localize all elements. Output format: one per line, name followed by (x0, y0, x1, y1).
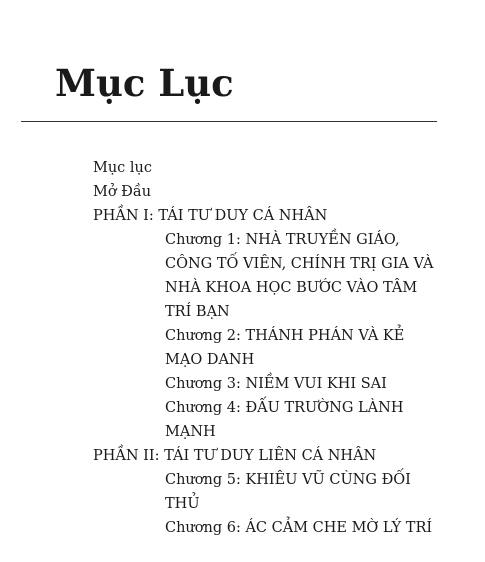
toc-item-phan-1[interactable]: PHẦN I: TÁI TƯ DUY CÁ NHÂN (93, 208, 328, 224)
toc-item-chuong-4[interactable]: Chương 4: ĐẤU TRƯỜNG LÀNH MẠNH (165, 400, 404, 440)
page-title: Mục Lục (55, 61, 234, 105)
toc-item-chuong-3[interactable]: Chương 3: NIỀM VUI KHI SAI (165, 376, 387, 392)
table-of-contents (93, 156, 453, 540)
toc-item-chuong-6[interactable]: Chương 6: ÁC CẢM CHE MỜ LÝ TRÍ (165, 520, 433, 536)
toc-item-phan-2[interactable]: PHẦN II: TÁI TƯ DUY LIÊN CÁ NHÂN (93, 448, 377, 464)
toc-item-mo-dau[interactable]: Mở Đầu (93, 184, 152, 200)
toc-item-muc-luc[interactable]: Mục lục (93, 160, 153, 176)
toc-item-chuong-5[interactable]: Chương 5: KHIÊU VŨ CÙNG ĐỐI THỦ (165, 472, 411, 512)
toc-item-chuong-2[interactable]: Chương 2: THÁNH PHÁN VÀ KẺ MẠO DANH (165, 328, 405, 368)
title-divider (21, 121, 437, 122)
toc-item-chuong-1[interactable]: Chương 1: NHÀ TRUYỀN GIÁO, CÔNG TỐ VIÊN, CHÍNH TRỊ GIA VÀ NHÀ KHOA HỌC BƯỚC VÀO TÂM TRÍ BẠN (165, 232, 434, 320)
